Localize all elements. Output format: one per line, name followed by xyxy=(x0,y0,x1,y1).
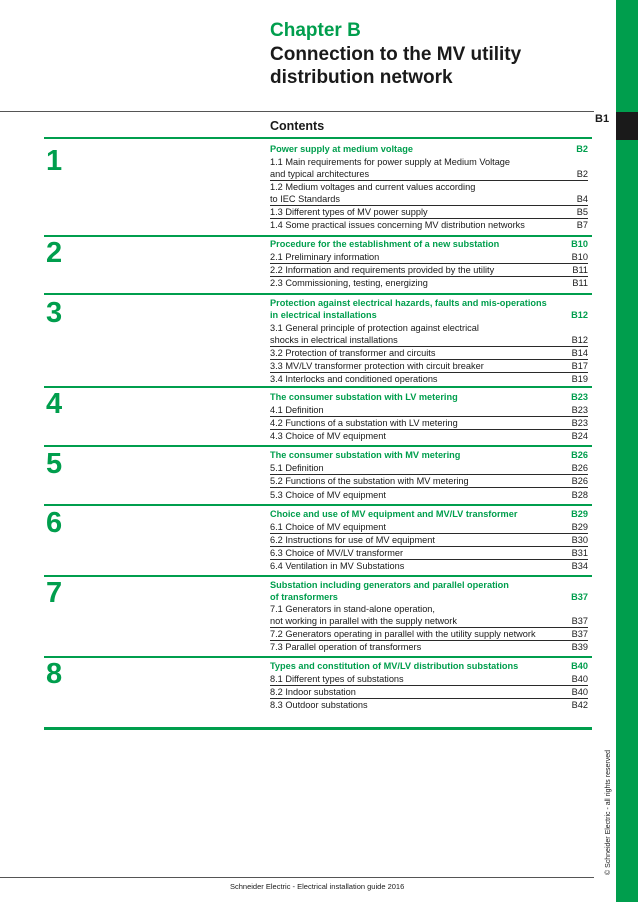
toc-item[interactable] xyxy=(270,404,588,417)
section-title[interactable] xyxy=(270,391,588,403)
section-page: B26 xyxy=(571,450,588,460)
toc-item-text: 1.2 Medium voltages and current values according xyxy=(270,182,476,192)
chapter-title xyxy=(270,43,521,89)
toc-item-page: B29 xyxy=(571,522,588,532)
section-page: B23 xyxy=(571,392,588,402)
toc-item-text: 3.4 Interlocks and conditioned operations xyxy=(270,374,438,384)
copyright-notice: © Schneider Electric - all rights reserved xyxy=(605,750,612,875)
chapter-header xyxy=(270,20,521,89)
section-number: 2 xyxy=(46,237,63,269)
section-number: 3 xyxy=(46,297,63,329)
toc-item-text: 7.1 Generators in stand-alone operation, xyxy=(270,604,435,614)
toc-item-text: 3.1 General principle of protection against electrical xyxy=(270,323,479,333)
toc-item-text: 6.3 Choice of MV/LV transformer xyxy=(270,548,404,558)
toc-item-text: 2.1 Preliminary information xyxy=(270,252,380,262)
toc-item-page: B10 xyxy=(571,252,588,262)
section-page: B10 xyxy=(571,239,588,249)
section-number: 5 xyxy=(46,448,63,480)
toc-item-text: 7.2 Generators operating in parallel with the utility supply network xyxy=(270,629,536,639)
toc-item[interactable] xyxy=(270,699,588,711)
section-rule xyxy=(44,727,592,730)
toc-item-page: B4 xyxy=(576,194,588,204)
toc-item-text: 3.2 Protection of transformer and circuits xyxy=(270,348,436,358)
section-page: B2 xyxy=(576,144,588,154)
section-title[interactable] xyxy=(270,143,588,155)
toc-item-text: 4.3 Choice of MV equipment xyxy=(270,431,386,441)
toc-item-text: 1.1 Main requirements for power supply at Medium Voltage xyxy=(270,157,511,167)
footer-divider xyxy=(0,877,594,878)
section-rule xyxy=(44,386,592,388)
section-rule xyxy=(44,137,592,139)
toc-item-page: B26 xyxy=(571,476,588,486)
toc-item[interactable] xyxy=(270,277,588,289)
toc-item-page: B23 xyxy=(571,418,588,428)
toc-item-page: B39 xyxy=(571,642,588,652)
toc-item-text: 3.3 MV/LV transformer protection with circuit breaker xyxy=(270,361,484,371)
page-tab-marker xyxy=(616,112,638,140)
chapter-title-line: distribution network xyxy=(270,67,453,88)
toc-item[interactable] xyxy=(270,251,588,264)
toc-item-page: B14 xyxy=(571,348,588,358)
section-title-text: Choice and use of MV equipment and MV/LV transformer xyxy=(270,509,518,519)
toc-item[interactable] xyxy=(270,521,588,534)
toc-item[interactable] xyxy=(270,347,588,360)
toc-item-text: 2.2 Information and requirements provided by the utility xyxy=(270,265,495,275)
toc-item[interactable] xyxy=(270,462,588,475)
section-title[interactable] xyxy=(270,297,588,321)
footer-text: Schneider Electric - Electrical installation guide 2016 xyxy=(230,882,405,891)
toc-item[interactable] xyxy=(270,322,588,347)
toc-item-page: B12 xyxy=(571,335,588,345)
toc-item[interactable] xyxy=(270,489,588,501)
toc-item[interactable] xyxy=(270,547,588,560)
toc-item-text: 8.3 Outdoor substations xyxy=(270,700,368,710)
toc-item-text: 5.3 Choice of MV equipment xyxy=(270,490,386,500)
toc-item[interactable] xyxy=(270,686,588,699)
section-title[interactable] xyxy=(270,238,588,250)
toc-item-page: B11 xyxy=(572,278,588,288)
toc-item-text: 1.3 Different types of MV power supply xyxy=(270,207,428,217)
toc-item-text: 2.3 Commissioning, testing, energizing xyxy=(270,278,428,288)
section-rule xyxy=(44,504,592,506)
toc-item-page: B5 xyxy=(576,207,588,217)
chapter-label: Chapter B xyxy=(270,20,361,41)
section-number: 8 xyxy=(46,658,63,690)
toc-item-text: and typical architectures xyxy=(270,169,370,179)
toc-item-text: shocks in electrical installations xyxy=(270,335,398,345)
header-divider xyxy=(0,111,594,112)
section-page: B40 xyxy=(571,661,588,671)
toc-item[interactable] xyxy=(270,156,588,181)
toc-item-text: 6.2 Instructions for use of MV equipment xyxy=(270,535,435,545)
contents-heading: Contents xyxy=(270,119,325,133)
toc-item[interactable] xyxy=(270,181,588,206)
page-number-tab: B1 xyxy=(595,113,610,125)
toc-item[interactable] xyxy=(270,560,588,572)
section-title-text: Power supply at medium voltage xyxy=(270,144,413,154)
section-title-text: The consumer substation with MV metering xyxy=(270,450,461,460)
toc-item[interactable] xyxy=(270,417,588,430)
section-rule xyxy=(44,235,592,237)
section-title-text: Substation including generators and parallel operation xyxy=(270,580,509,590)
toc-item-page: B24 xyxy=(571,431,588,441)
section-number: 7 xyxy=(46,577,63,609)
toc-item-text: to IEC Standards xyxy=(270,194,340,204)
section-title-text: of transformers xyxy=(270,592,338,602)
section-number: 1 xyxy=(46,145,63,177)
toc-item[interactable] xyxy=(270,264,588,277)
section-page: B12 xyxy=(571,310,588,320)
toc-item-text: 8.2 Indoor substation xyxy=(270,687,356,697)
toc-item-page: B37 xyxy=(571,616,588,626)
section-title[interactable] xyxy=(270,660,588,672)
section-title[interactable] xyxy=(270,508,588,520)
toc-item-page: B42 xyxy=(571,700,588,710)
toc-item-text: 7.3 Parallel operation of transformers xyxy=(270,642,422,652)
section-title-text: in electrical installations xyxy=(270,310,377,320)
toc-item-page: B26 xyxy=(571,463,588,473)
section-number: 6 xyxy=(46,507,63,539)
section-page: B29 xyxy=(571,509,588,519)
toc-item-text: 6.4 Ventilation in MV Substations xyxy=(270,561,405,571)
section-title[interactable] xyxy=(270,579,588,603)
toc-item-page: B34 xyxy=(571,561,588,571)
section-page: B37 xyxy=(571,592,588,602)
toc-item-page: B17 xyxy=(571,361,588,371)
toc-item-page: B40 xyxy=(571,687,588,697)
toc-item-page: B31 xyxy=(571,548,588,558)
toc-item[interactable] xyxy=(270,206,588,219)
toc-item[interactable] xyxy=(270,641,588,653)
toc-item[interactable] xyxy=(270,219,588,231)
toc-item-text: 5.1 Definition xyxy=(270,463,324,473)
section-title-text: Procedure for the establishment of a new substation xyxy=(270,239,500,249)
toc-item-page: B23 xyxy=(571,405,588,415)
toc-item-page: B30 xyxy=(571,535,588,545)
toc-item-text: 4.1 Definition xyxy=(270,405,324,415)
toc-item-text: 1.4 Some practical issues concerning MV distribution networks xyxy=(270,220,525,230)
section-number: 4 xyxy=(46,388,63,420)
toc-item[interactable] xyxy=(270,360,588,373)
section-rule xyxy=(44,293,592,295)
toc-item-page: B7 xyxy=(576,220,588,230)
toc-item-text: 6.1 Choice of MV equipment xyxy=(270,522,386,532)
section-rule xyxy=(44,656,592,658)
toc-item-page: B11 xyxy=(572,265,588,275)
toc-item-text: 5.2 Functions of the substation with MV metering xyxy=(270,476,469,486)
toc-item[interactable] xyxy=(270,475,588,488)
section-title-text: The consumer substation with LV metering xyxy=(270,392,458,402)
section-rule xyxy=(44,575,592,577)
toc-item[interactable] xyxy=(270,534,588,547)
section-rule xyxy=(44,445,592,447)
toc-item-page: B19 xyxy=(571,374,588,384)
toc-item-page: B2 xyxy=(576,169,588,179)
toc-item-page: B40 xyxy=(571,674,588,684)
toc-item[interactable] xyxy=(270,430,588,442)
toc-item-text: not working in parallel with the supply network xyxy=(270,616,457,626)
toc-item-page: B37 xyxy=(571,629,588,639)
section-title[interactable] xyxy=(270,449,588,461)
toc-item-page: B28 xyxy=(571,490,588,500)
toc-item[interactable] xyxy=(270,603,588,628)
section-title-text: Types and constitution of MV/LV distribution substations xyxy=(270,661,519,671)
chapter-title-line: Connection to the MV utility xyxy=(270,44,522,65)
toc-item-text: 4.2 Functions of a substation with LV metering xyxy=(270,418,458,428)
toc-item[interactable] xyxy=(270,673,588,686)
toc-item[interactable] xyxy=(270,373,588,385)
toc-item[interactable] xyxy=(270,628,588,641)
toc-item-text: 8.1 Different types of substations xyxy=(270,674,404,684)
section-title-text: Protection against electrical hazards, faults and mis-operations xyxy=(270,298,547,308)
